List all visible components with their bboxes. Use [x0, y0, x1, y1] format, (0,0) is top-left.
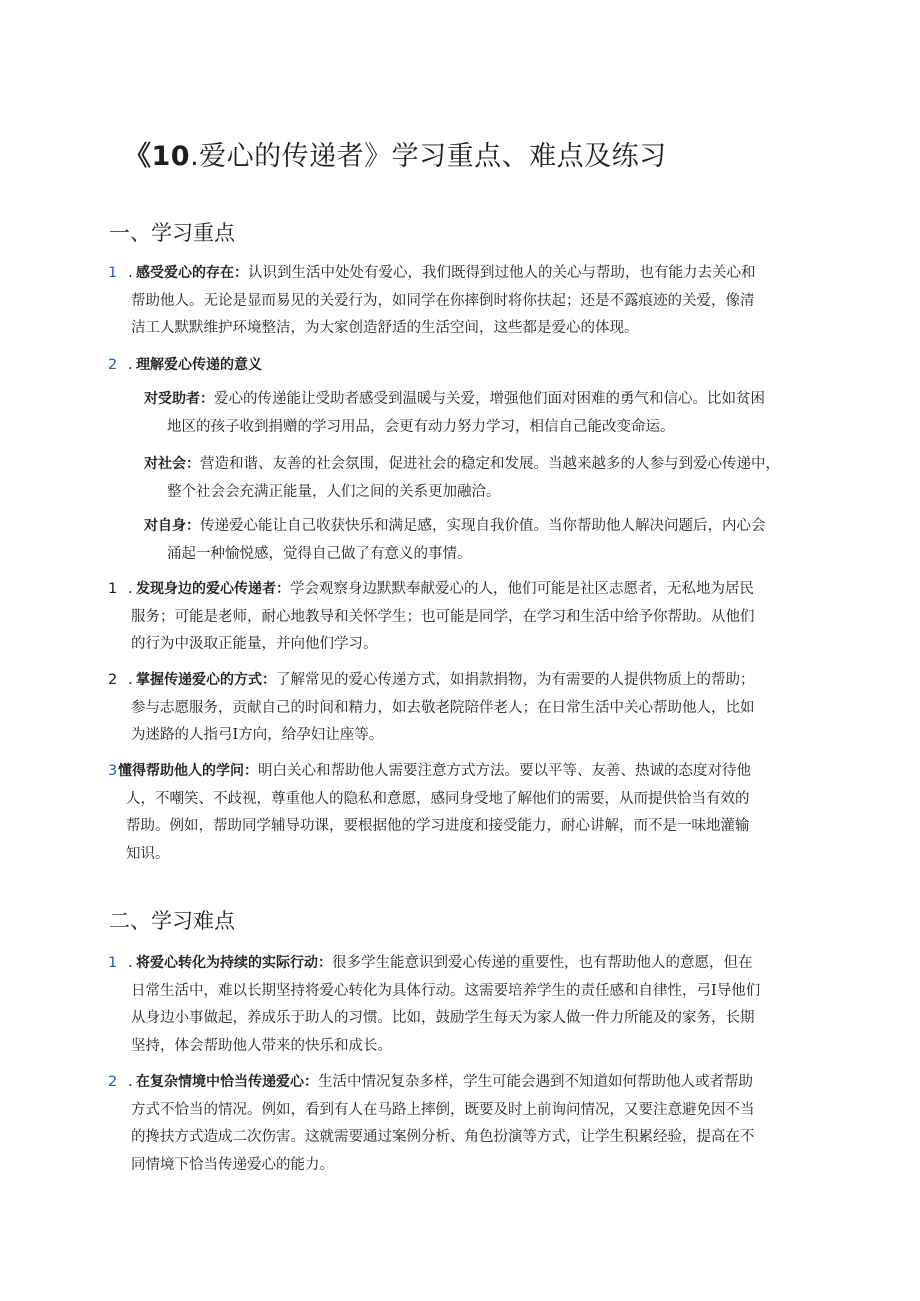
key-point-3: 1 . 发现身边的爱心传递者：学会观察身边默默奉献爱心的人，他们可能是社区志愿者，无私地为居民 服务；可能是老师，耐心地教导和关怀学生；也可能是同学，在学习和生活中给予你帮助。从他们 的行为中汲取正能量，并向他们学习。 [108, 576, 828, 659]
item-number: 2 [108, 672, 118, 688]
item-number: 1 [108, 955, 118, 971]
sub-point-recipient: 对受助者：爱心的传递能让受助者感受到温暖与关爱，增强他们面对困难的勇气和信心。比如贫困 地区的孩子收到捐赠的学习用品，会更有动力努力学习，相信自己能改变命运。 [144, 391, 765, 435]
sub-heading: 对社会： [144, 456, 200, 472]
item-number: 1 [108, 265, 118, 281]
difficulty-2: 2 . 在复杂情境中恰当传递爱心：生活中情况复杂多样，学生可能会遇到不知道如何帮助他人或者帮助 方式不恰当的情况。例如，看到有人在马路上摔倒，既要及时上前询问情况，又要注意避免因不当 的搀扶方式造成二次伤害。这就需要通过案例分析、角色扮演等方式，让学生积累经验，提高在不 同情境下恰当传递爱心的能力。 [108, 1069, 828, 1179]
difficulty-1: 1 . 将爱心转化为持续的实际行动：很多学生能意识到爱心传递的重要性，也有帮助他人的意愿，但在 日常生活中，难以长期坚持将爱心转化为具体行动。这需要培养学生的责任感和自律性，弓I导他们 从身边小事做起，养成乐于助人的习惯。比如，鼓励学生每天为家人做一件力所能及的家务，长期 坚持，体会帮助他人带来的快乐和成长。 [108, 950, 828, 1060]
key-point-4: 2 . 掌握传递爱心的方式：了解常见的爱心传递方式，如捐款捐物，为有需要的人提供物质上的帮助； 参与志愿服务，贡献自己的时间和精力，如去敬老院陪伴老人；在日常生活中关心帮助他人，比如 为迷路的人指弓I方向，给孕妇让座等。 [108, 667, 828, 750]
item-text: 洁工人默默维护环境整洁，为大家创造舒适的生活空间，这些都是爱心的体现。 [131, 320, 639, 336]
key-point-5: 3懂得帮助他人的学问：明白关心和帮助他人需要注意方式方法。要以平等、友善、热诚的态度对待他 人，不嘲笑、不歧视，尊重他人的隐私和意愿，感同身受地了解他们的需要，从而提供恰当有效的 帮助。例如，帮助同学辅导功课，要根据他的学习进度和接受能力，耐心讲解，而不是一味地灌输 知识。 [108, 758, 828, 868]
sub-heading: 对受助者： [144, 391, 214, 407]
item-heading: 掌握传递爱心的方式： [136, 672, 276, 688]
sub-point-society: 对社会：营造和谐、友善的社会氛围，促进社会的稳定和发展。当越来越多的人参与到爱心传递中， 整个社会会充满正能量，人们之间的关系更加融洽。 [144, 456, 780, 500]
sub-point-self: 对自身：传递爱心能让自己收获快乐和满足感，实现自我价值。当你帮助他人解决问题后，内心会 涌起一种愉悦感，觉得自己做了有意义的事情。 [144, 518, 766, 562]
item-heading: 将爱心转化为持续的实际行动： [136, 955, 332, 971]
section-heading-difficulties: 二、学习难点 [109, 909, 235, 933]
section-heading-key-points: 一、学习重点 [109, 221, 235, 245]
item-number: 2 [108, 1074, 118, 1090]
item-heading: 懂得帮助他人的学问： [118, 763, 258, 779]
title-text: .爱心的传递者》学习重点、难点及练习 [190, 141, 667, 172]
document-title [124, 137, 667, 177]
item-heading: 发现身边的爱心传递者： [136, 581, 290, 597]
item-heading: 感受爱心的存在： [136, 265, 248, 281]
key-point-1: 1 . 感受爱心的存在：认识到生活中处处有爱心，我们既得到过他人的关心与帮助，也有能力去关心和 帮助他人。无论是显而易见的关爱行为，如同学在你摔倒时将你扶起；还是不露痕迹的关爱，像清 洁工人默默维护环境整洁，为大家创造舒适的生活空间，这些都是爱心的体现。 [108, 260, 828, 343]
title-number: 《10 [124, 141, 191, 172]
item-number: 1 [108, 581, 118, 597]
item-text: 认识到生活中处处有爱心，我们既得到过他人的关心与帮助，也有能力去关心和 [248, 265, 756, 281]
key-point-2: 2 . 理解爱心传递的意义 [108, 352, 828, 380]
item-number: 3 [108, 763, 118, 779]
item-heading: 在复杂情境中恰当传递爱心： [136, 1074, 318, 1090]
sub-heading: 对自身： [144, 518, 200, 534]
item-number: 2 [108, 357, 118, 373]
item-heading: 理解爱心传递的意义 [136, 357, 262, 373]
item-text: 帮助他人。无论是显而易见的关爱行为，如同学在你摔倒时将你扶起；还是不露痕迹的关爱，像清 [131, 292, 755, 309]
